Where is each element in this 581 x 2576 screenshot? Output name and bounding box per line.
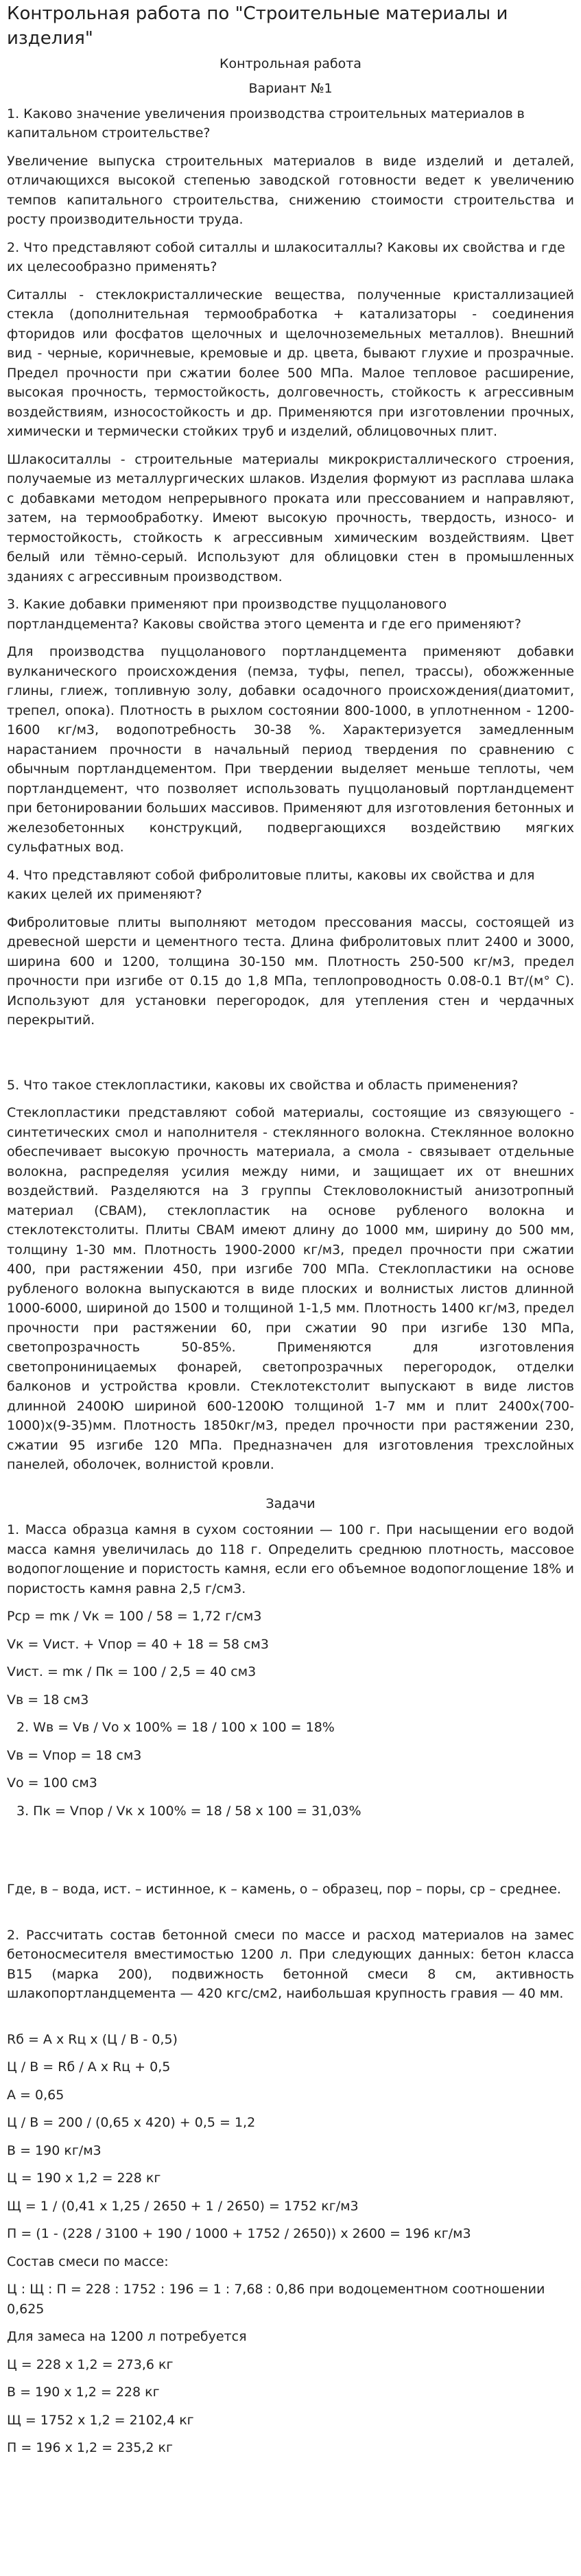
task-2-line: Щ = 1 / (0,41 х 1,25 / 2650 + 1 / 2650) = 1752 кг/м3 [7, 2198, 359, 2214]
task-2-line: Ц / В = Rб / А х Rц + 0,5 [7, 2059, 171, 2075]
task-2-line: Щ = 1752 х 1,2 = 2102,4 кг [7, 2412, 194, 2428]
document-subtitle: Контрольная работа [220, 56, 361, 71]
task-2-line: В = 190 кг/м3 [7, 2142, 102, 2158]
task-2-line: Ц : Щ : П = 228 : 1752 : 196 = 1 : 7,68 : 0,86 при водоцементном соотношении 0,625 [7, 2282, 545, 2317]
answer-3: Для производства пуццоланового портландцемента применяют добавки вулканического происхождения (пемза, туфы, пепел, трассы), обожженные глины, глиеж, топливную золу, добавки осадочного происхождения(диатомит, трепел, опока). Плотность в рыхлом состоянии 800-1000, в уплотненном - 1200-1600 кг/м3, водопотребность 30-38 %. Характеризуется замедленным нарастанием прочности в начальный период твердения по сравнению с обычным портландцементом. При твердении выделяет меньше теплоты, чем портландцемент, что позволяет использовать пуццолановый портландцемент при бетонировании больших массивов. Применяют для изготовления бетонных и железобетонных конструкций, подвергающихся воздействию мягких сульфатных вод. [7, 644, 574, 855]
task-1-legend: Где, в – вода, ист. – истинное, к – камень, о – образец, пор – поры, ср – среднее. [7, 1882, 561, 1898]
blank-space [7, 1039, 574, 1072]
task-1-line: Vв = 18 см3 [7, 1692, 89, 1708]
task-2-line: П = 196 х 1,2 = 235,2 кг [7, 2440, 173, 2456]
task-1-line: Vист. = mк / Пк = 100 / 2,5 = 40 см3 [7, 1664, 257, 1680]
question-3: 3. Какие добавки применяют при производстве пуццоланового портландцемента? Каковы свойства этого цемента и где его применяют? [7, 597, 521, 632]
blank-space [7, 1829, 574, 1862]
task-2-statement: 2. Рассчитать состав бетонной смеси по массе и расход материалов на замес бетоносмесителя вместимостью 1200 л. При следующих данных: бетон класса В15 (марка 200), подвижность бетонной смеси 8 см, активность шлакопортландцемента — 420 кгс/см2, наибольшая крупность гравия — 40 мм. [7, 1927, 574, 2002]
task-2-line: П = (1 - (228 / 3100 + 190 / 1000 + 1752 / 2650)) х 2600 = 196 кг/м3 [7, 2226, 471, 2242]
blank-space [7, 1908, 574, 1926]
task-2-line: Состав смеси по массе: [7, 2254, 169, 2269]
task-2-line: Ц = 228 х 1,2 = 273,6 кг [7, 2356, 174, 2372]
task-1-statement: 1. Масса образца камня в сухом состоянии — 100 г. При насыщении его водой масса камня увеличилась до 118 г. Определить среднюю плотность, массовое водопоглощение и пористость камня, если его объемное водопоглощение 18% и пористость камня равна 2,5 г/см3. [7, 1522, 574, 1596]
answer-5: Стеклопластики представляют собой материалы, состоящие из связующего - синтетических смол и наполнителя - стеклянного волокна. Стеклянное волокно обеспечивает высокую прочность материала, а смола - связывает отдельные волокна, распределяя усилия между ними, и защищает их от внешних воздействий. Разделяются на 3 группы Стекловолокнистый анизотропный материал (СВАМ), стеклопластик на основе рубленого волокна и стеклотекстолиты. Плиты СВАМ имеют длину до 1000 мм, ширину до 500 мм, толщину 1-30 мм. Плотность 1900-2000 кг/м3, предел прочности при сжатии 400, при растяжении 450, при изгибе 700 МПа. Стеклопластики на основе рубленого волокна выпускаются в виде плоских и волнистых листов длинной 1000-6000, шириной до 1500 и толщиной 1-1,5 мм. Плотность 1400 кг/м3, предел прочности при растяжении 60, при сжатии 90 при изгибе 130 МПа, светопрозрачность 50-85%. Применяются для изготовления светопрониницаемых фонарей, светопрозрачных перегородок, отделки балконов и устройства кровли. Стеклотекстолит выпускают в виде листов длинной 2400Ю шириной 600-1200Ю толщиной 1-7 мм и плит 2400х(700-1000)х(9-35)мм. Плотность 1850кг/м3, предел прочности при растяжении 230, сжатии 95 изгибе 120 МПа. Предназначен для изготовления трехслойных панелей, оболочек, волнистой кровли. [7, 1105, 574, 1473]
task-1-line: 2. Wв = Vв / Vо х 100% = 18 / 100 х 100 = 18% [16, 1720, 335, 1736]
task-2-line: Ц / В = 200 / (0,65 х 420) + 0,5 = 1,2 [7, 2115, 256, 2131]
tasks-heading: Задачи [265, 1496, 316, 1511]
answer-1: Увеличение выпуска строительных материалов в виде изделий и деталей, отличающихся высокой степенью заводской готовности ведет к увеличению темпов капитального строительства, снижению стоимости строительства и росту производительности труда. [7, 153, 574, 228]
answer-2-sitally: Ситаллы - стеклокристаллические вещества, полученные кристаллизацией стекла (дополнительная термообработка + катализаторы - соединения фторидов или фосфатов щелочных и щелочноземельных металлов). Внешний вид - черные, коричневые, кремовые и др. цвета, бывают глухие и прозрачные. Предел прочности при сжатии более 500 МПа. Малое тепловое расширение, высокая прочность, термостойкость, долговечность, стойкость к агрессивным воздействиям, износостойкость и др. Применяются при изготовлении прочных, химически и термически стойких труб и изделий, облицовочных плит. [7, 287, 574, 440]
blank-space [7, 1862, 574, 1880]
question-5: 5. Что такое стеклопластики, каковы их свойства и область применения? [7, 1077, 519, 1093]
document-title: Контрольная работа по "Строительные материалы и изделия" [7, 3, 508, 49]
task-2-line: Для замеса на 1200 л потребуется [7, 2329, 247, 2345]
question-1: 1. Каково значение увеличения производства строительных материалов в капитальном строительстве? [7, 106, 525, 141]
task-2-line: В = 190 х 1,2 = 228 кг [7, 2385, 160, 2400]
answer-4: Фибролитовые плиты выполняют методом прессования массы, состоящей из древесной шерсти и цементного теста. Длина фибролитовых плит 2400 и 3000, ширина 600 и 1200, толщина 30-150 мм. Плотность 250-500 кг/м3, предел прочности при изгибе от 0.15 до 1,8 МПа, теплопроводность 0.08-0.1 Вт/(м° С). Используют для установки перегородок, для утепления стен и чердачных перекрытий. [7, 914, 574, 1028]
task-2-line: Rб = А х Rц х (Ц / В - 0,5) [7, 2031, 178, 2047]
task-1-line: 3. Пк = Vпор / Vк х 100% = 18 / 58 х 100 = 31,03% [16, 1803, 361, 1819]
answer-2-shlakositally: Шлакоситаллы - строительные материалы микрокристаллического строения, получаемые из металлургических шлаков. Изделия формуют из расплава шлака с добавками методом непрерывного проката или прессованием и направляют, затем, на термообработку. Имеют высокую прочность, твердость, износо- и термостойкость, стойкость к агрессивным химическим воздействиям. Цвет белый или тёмно-серый. Используют для облицовки стен в промышленных зданиях с агрессивным производством. [7, 451, 574, 584]
variant-label: Вариант №1 [248, 81, 333, 97]
question-4: 4. Что представляют собой фибролитовые плиты, каковы их свойства и для каких целей их применяют? [7, 867, 535, 903]
task-1-line: Vк = Vист. + Vпор = 40 + 18 = 58 см3 [7, 1636, 269, 1652]
task-2-line: Ц = 190 х 1,2 = 228 кг [7, 2171, 161, 2186]
task-1-line: Рср = mк / Vк = 100 / 58 = 1,72 г/см3 [7, 1609, 262, 1624]
task-2-line: А = 0,65 [7, 2087, 64, 2103]
question-2: 2. Что представляют собой ситаллы и шлакоситаллы? Каковы их свойства и где их целесообразно применять? [7, 239, 565, 275]
blank-space [7, 2012, 574, 2030]
task-1-line: Vв = Vпор = 18 см3 [7, 1747, 142, 1763]
task-1-line: Vо = 100 см3 [7, 1775, 97, 1791]
